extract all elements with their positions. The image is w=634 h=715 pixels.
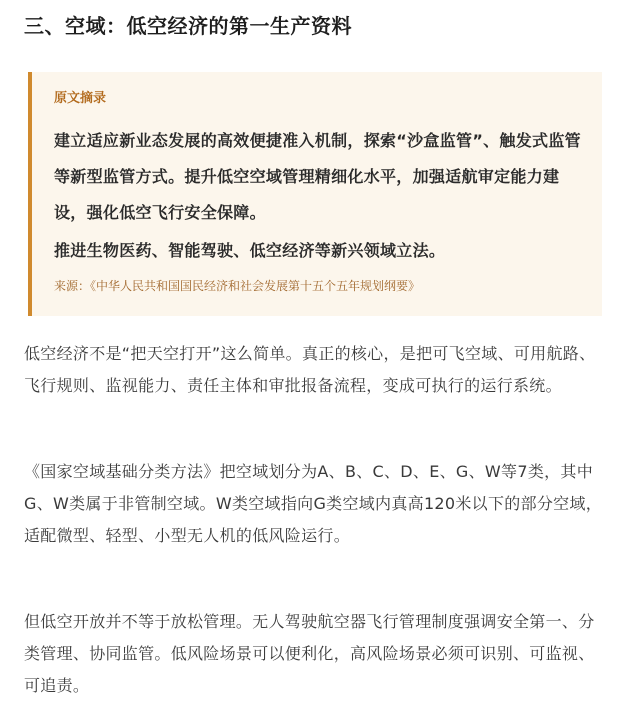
body-paragraph: 《国家空域基础分类方法》把空域划分为A、B、C、D、E、G、W等7类，其中G、W类属于非管制空域。W类空域指向G类空域内真高120米以下的部分空域，适配微型、轻型、小型无人机的低风险运行。 bbox=[24, 462, 603, 545]
body-paragraph: 低空经济不是“把天空打开”这么简单。真正的核心，是把可飞空域、可用航路、飞行规则、监视能力、责任主体和审批报备流程，变成可执行的运行系统。 bbox=[24, 344, 596, 395]
quote-label: 原文摘录 bbox=[54, 91, 107, 106]
quote-paragraph: 建立适应新业态发展的高效便捷准入机制，探索“沙盒监管”、触发式监管等新型监管方式。提升低空空域管理精细化水平，加强适航审定能力建设，强化低空飞行安全保障。 bbox=[54, 131, 581, 222]
quote-box bbox=[28, 72, 602, 316]
quote-source: 来源：《中华人民共和国国民经济和社会发展第十五个五年规划纲要》 bbox=[54, 279, 421, 293]
section-title: 三、空域：低空经济的第一生产资料 bbox=[24, 14, 352, 38]
body-paragraph: 但低空开放并不等于放松管理。无人驾驶航空器飞行管理制度强调安全第一、分类管理、协同监管。低风险场景可以便利化，高风险场景必须可识别、可监视、可追责。 bbox=[24, 612, 595, 695]
quote-paragraph: 推进生物医药、智能驾驶、低空经济等新兴领域立法。 bbox=[54, 241, 446, 260]
